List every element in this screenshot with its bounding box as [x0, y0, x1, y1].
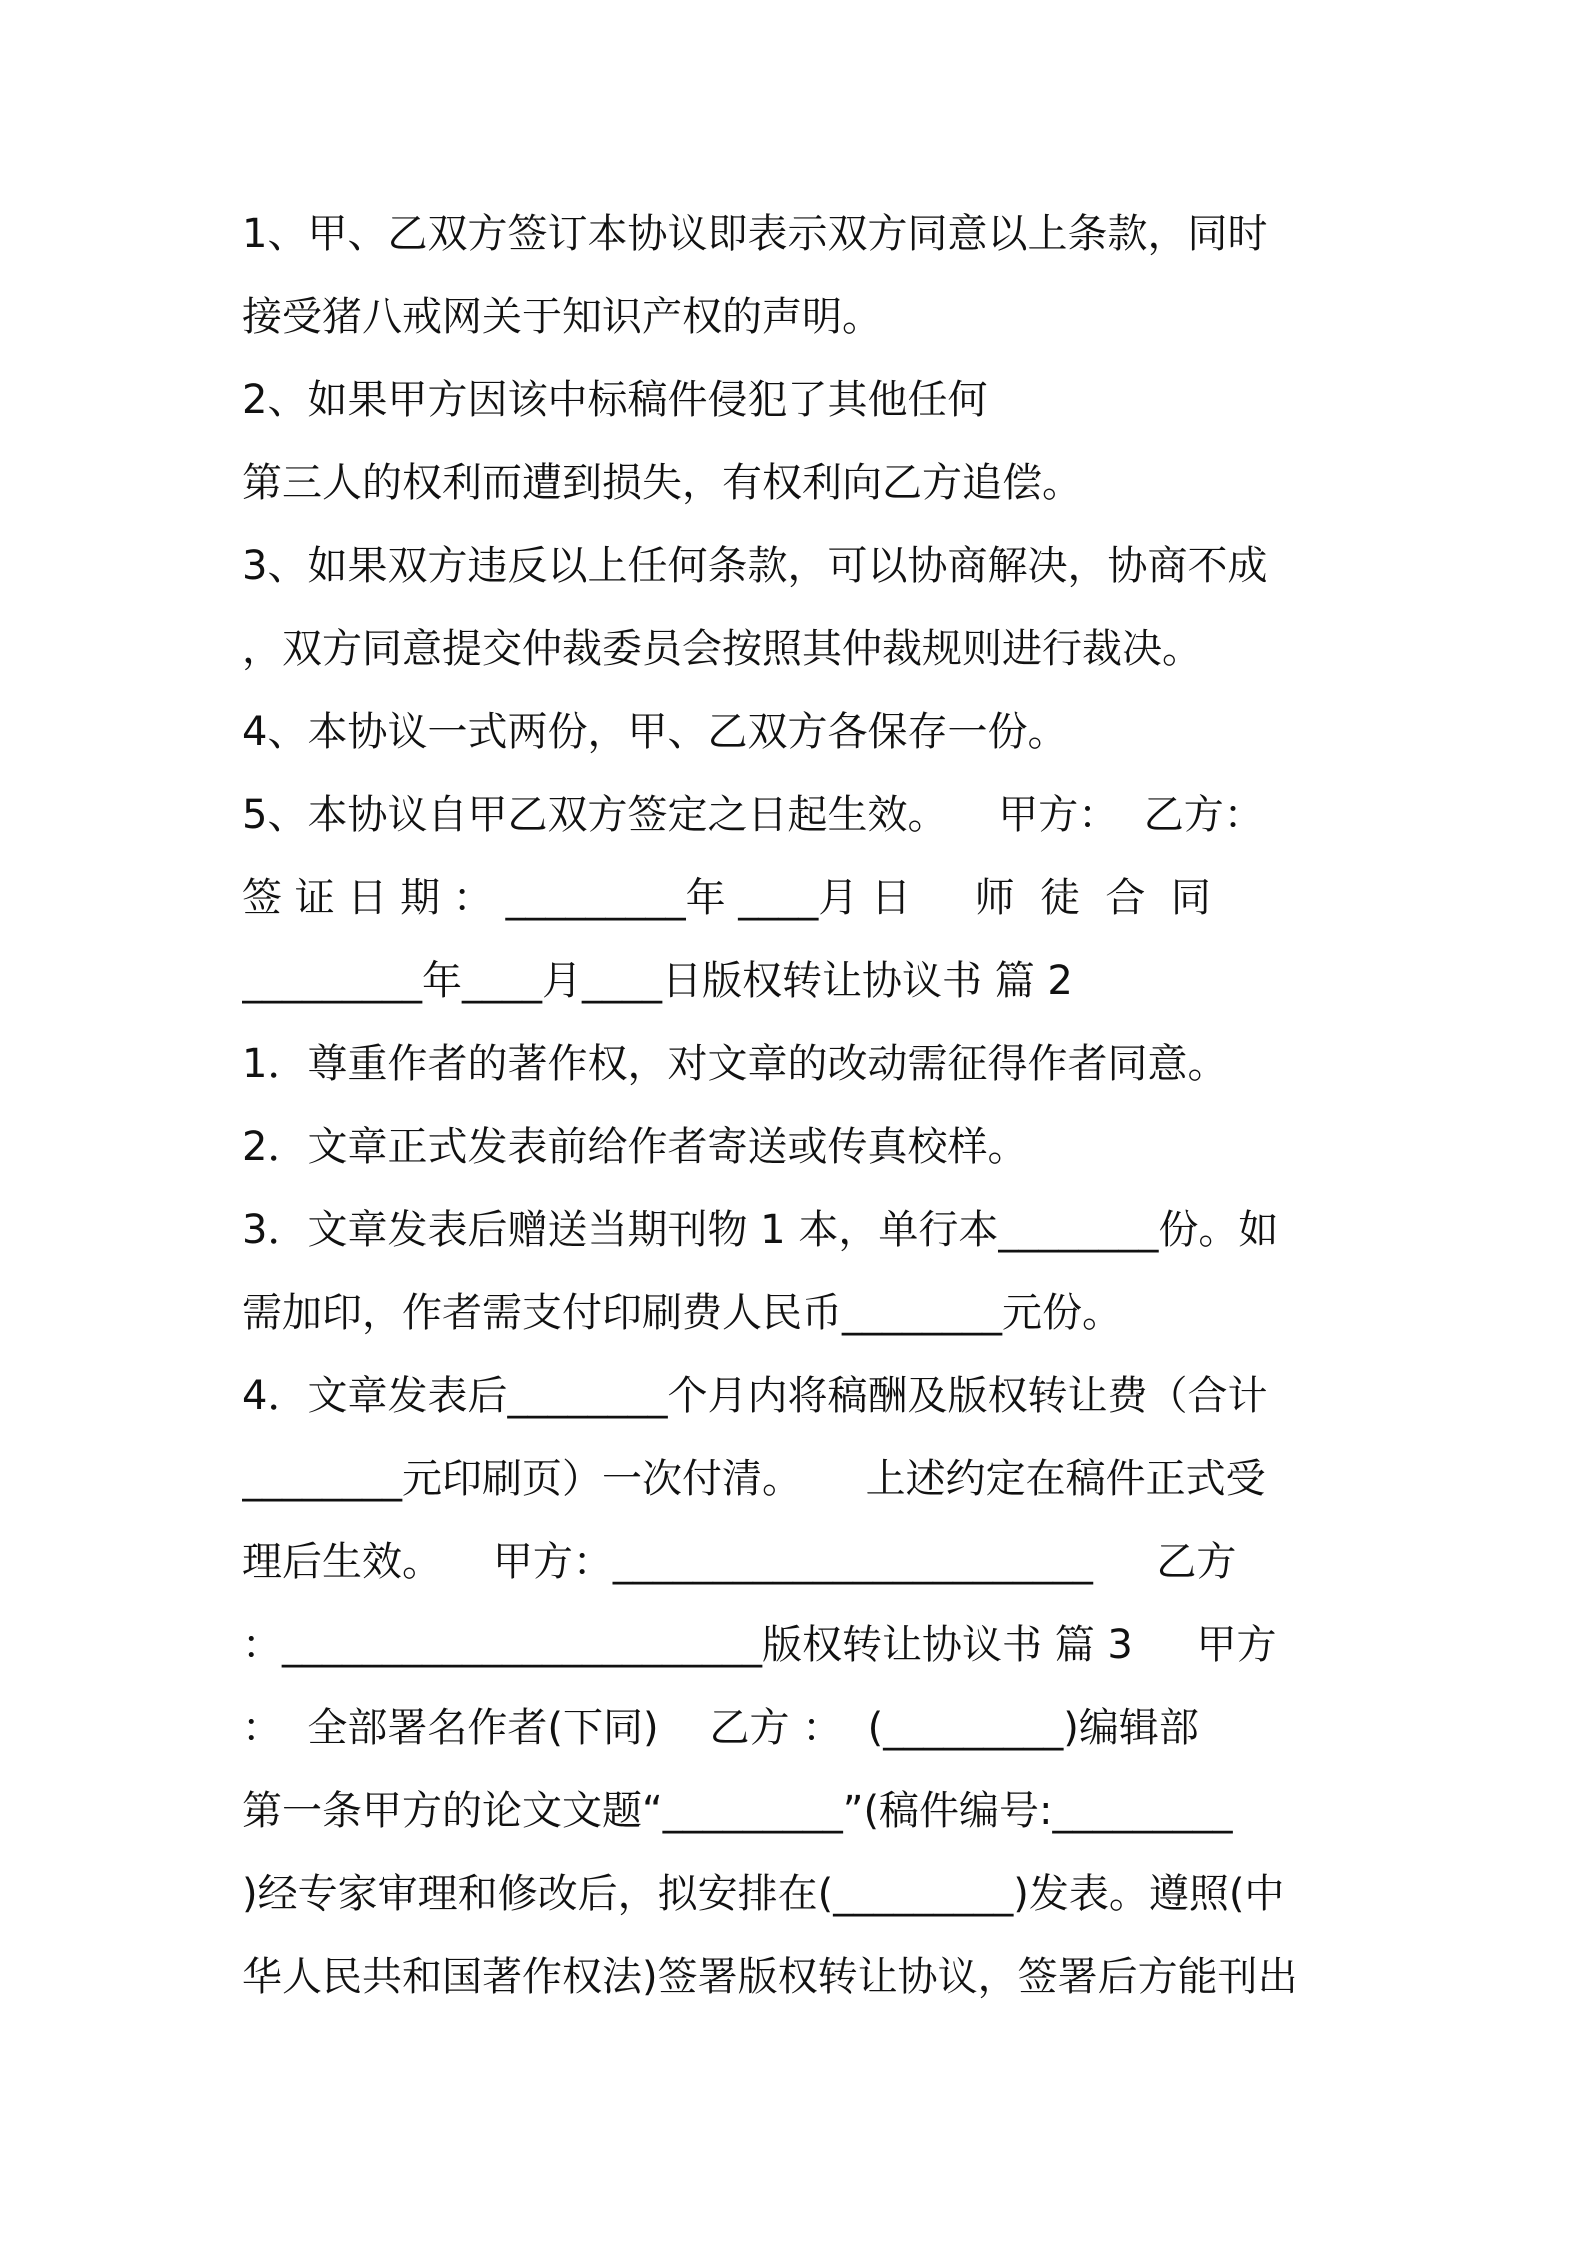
section-heading-line: _________年____月____日版权转让协议书 篇 2	[242, 958, 1073, 1004]
paragraph-line: 1．尊重作者的著作权，对文章的改动需征得作者同意。	[242, 1041, 1228, 1087]
paragraph-line: 2．文章正式发表前给作者寄送或传真校样。	[242, 1124, 1028, 1170]
paragraph-line: 3、如果双方违反以上任何条款，可以协商解决，协商不成	[242, 543, 1268, 589]
paragraph-line: 3．文章发表后赠送当期刊物 1 本，单行本________份。如	[242, 1207, 1279, 1253]
paragraph-line: ________元印刷页）一次付清。 上述约定在稿件正式受	[242, 1456, 1266, 1502]
document-body	[242, 193, 1362, 2019]
paragraph-line: 2、如果甲方因该中标稿件侵犯了其他任何	[242, 377, 988, 423]
party-line: ： 全部署名作者(下同) 乙方 ： (_________)编辑部	[242, 1705, 1199, 1751]
paragraph-line: ，双方同意提交仲裁委员会按照其仲裁规则进行裁决。	[242, 626, 1202, 672]
paragraph-line: 第一条甲方的论文文题“_________”(稿件编号:_________	[242, 1788, 1233, 1834]
paragraph-line: )经专家审理和修改后，拟安排在(_________)发表。遵照(中	[242, 1871, 1285, 1917]
section-heading-line: ：________________________版权转让协议书 篇 3 甲方	[242, 1622, 1277, 1668]
signature-line: 理后生效。 甲方：________________________ 乙方	[242, 1539, 1237, 1585]
paragraph-line: 需加印，作者需支付印刷费人民币________元份。	[242, 1290, 1122, 1336]
paragraph-line: 4、本协议一式两份，甲、乙双方各保存一份。	[242, 709, 1068, 755]
paragraph-line: 第三人的权利而遭到损失，有权利向乙方追偿。	[242, 460, 1082, 506]
paragraph-line: 华人民共和国著作权法)签署版权转让协议，签署后方能刊出	[242, 1954, 1298, 2000]
paragraph-line: 1、甲、乙双方签订本协议即表示双方同意以上条款，同时	[242, 211, 1268, 257]
paragraph-line: 接受猪八戒网关于知识产权的声明。	[242, 294, 882, 340]
signature-date-line: 签 证 日 期 ： _________年 ____月 日 师 徒 合 同	[242, 875, 1211, 921]
paragraph-line: 5、本协议自甲乙双方签定之日起生效。 甲方： 乙方：	[242, 792, 1264, 838]
paragraph-line: 4．文章发表后________个月内将稿酬及版权转让费（合计	[242, 1373, 1268, 1419]
